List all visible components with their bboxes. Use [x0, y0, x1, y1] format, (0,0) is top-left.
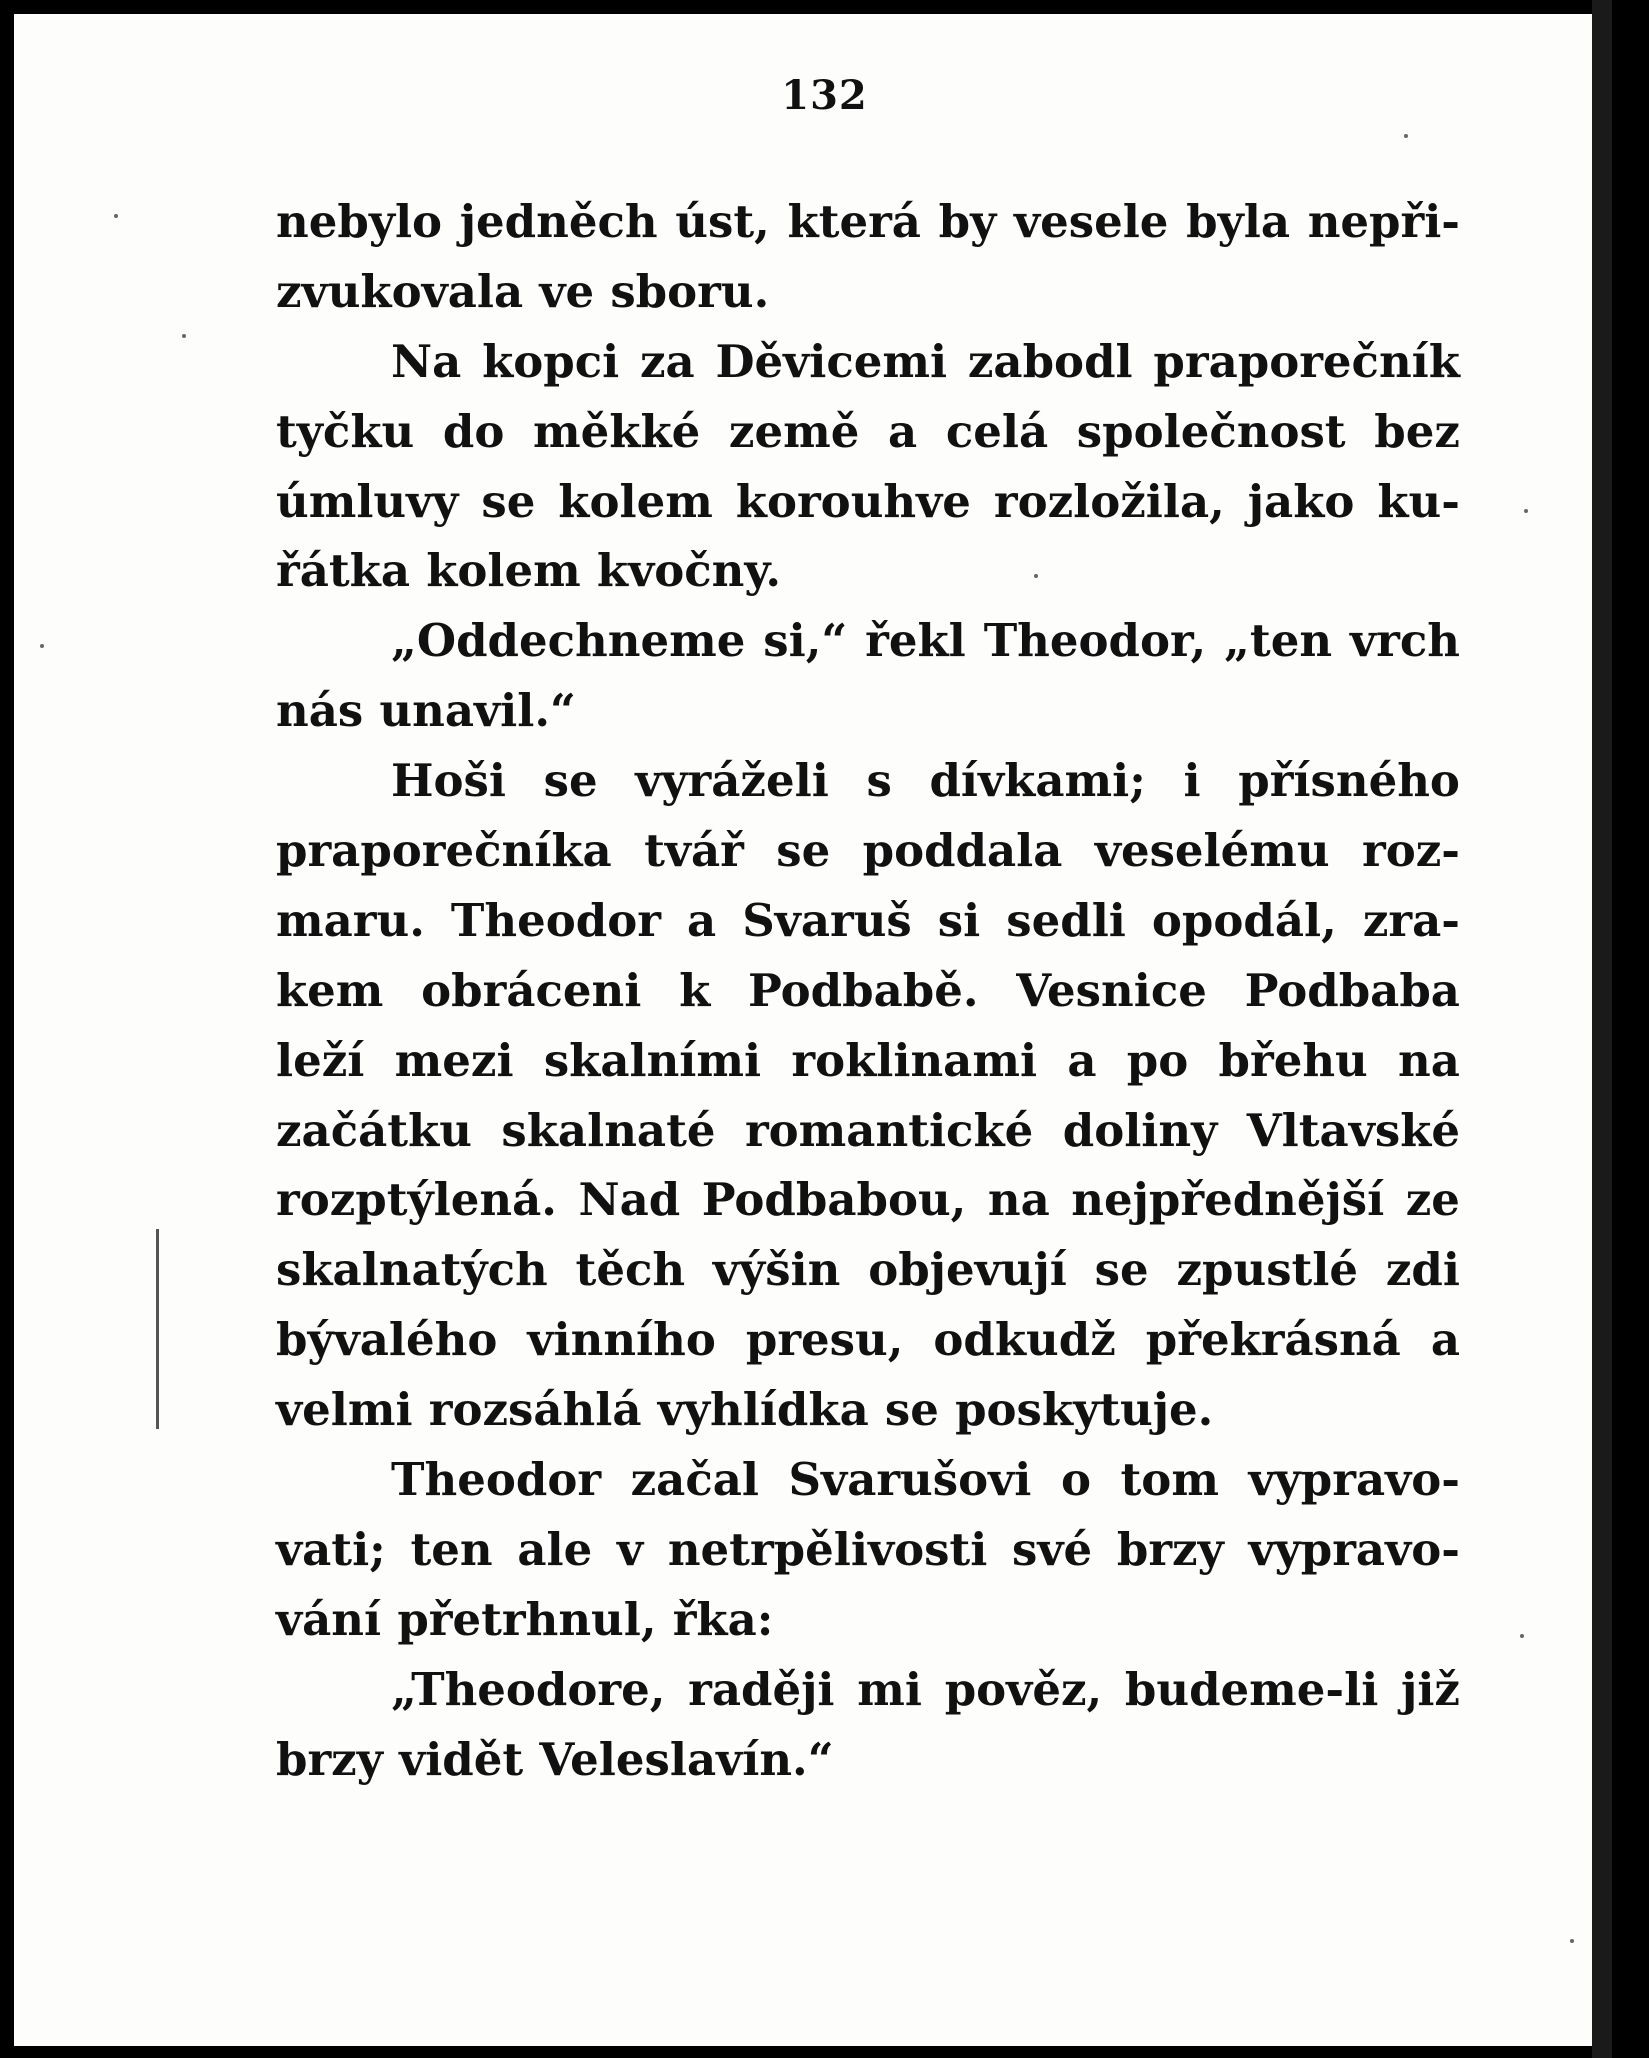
word: začátku	[276, 1103, 472, 1157]
word: která	[787, 195, 921, 248]
word: Hoši	[391, 754, 506, 808]
word: vinního	[527, 1313, 716, 1367]
word: zabodl	[967, 334, 1133, 388]
word: Děvicemi	[715, 334, 948, 388]
text-line	[276, 746, 1460, 816]
word: Svarušovi	[788, 1453, 1032, 1507]
word: tvář	[644, 824, 744, 878]
word: kolem	[558, 474, 713, 528]
word: tom	[1120, 1453, 1219, 1507]
word: své	[1012, 1522, 1093, 1576]
text-line	[276, 397, 1460, 467]
word: bývalého	[276, 1313, 498, 1367]
word: vati;	[276, 1522, 386, 1576]
word: vypravo-	[1248, 1522, 1460, 1576]
word: země	[728, 404, 860, 458]
paper-speck	[1404, 134, 1408, 138]
word: v	[616, 1522, 644, 1576]
word: vesele	[1013, 195, 1169, 248]
word: maru.	[276, 893, 425, 947]
word: s	[866, 754, 892, 808]
word: břehu	[1218, 1033, 1368, 1087]
word: přísného	[1238, 754, 1460, 808]
word: Vesnice	[1016, 963, 1207, 1017]
word: roz-	[1362, 824, 1460, 878]
word: kolem	[426, 544, 581, 598]
paper-speck	[114, 214, 118, 218]
word: na	[1398, 1033, 1460, 1087]
paper-speck	[40, 644, 44, 648]
text-line	[276, 1585, 1460, 1655]
word: a	[686, 893, 717, 947]
word: unavil.“	[379, 684, 576, 738]
word: odkudž	[933, 1313, 1116, 1367]
word: dívkami;	[929, 754, 1146, 808]
word: byla	[1186, 195, 1290, 248]
word: rozptýlená.	[276, 1173, 557, 1227]
word: zra-	[1362, 893, 1460, 947]
text-line	[276, 606, 1460, 676]
word: Podbaba	[1244, 963, 1460, 1017]
word: i	[1183, 754, 1201, 808]
word: k	[679, 963, 711, 1017]
word: úmluvy	[276, 474, 459, 528]
text-line	[276, 1305, 1460, 1375]
word: nepři-	[1307, 195, 1460, 248]
word: netrpělivosti	[667, 1522, 988, 1576]
word: skalními	[543, 1033, 762, 1087]
word: měkké	[533, 404, 701, 458]
word: zvukovala	[276, 264, 524, 318]
text-line	[276, 327, 1460, 397]
word: ale	[517, 1522, 593, 1576]
word: Veleslavín.“	[539, 1732, 834, 1786]
text-line	[276, 536, 1460, 606]
word: zpustlé	[1176, 1243, 1359, 1297]
word: skalnatých	[276, 1243, 548, 1297]
word: Theodor	[450, 893, 661, 947]
page-edge-shadow	[1592, 0, 1612, 2058]
word: jako	[1247, 474, 1355, 528]
word: kvočny.	[596, 544, 782, 598]
word: mi	[857, 1662, 922, 1716]
word: poskytuje.	[955, 1383, 1214, 1437]
word: opodál,	[1151, 893, 1337, 947]
word: „ten	[1224, 614, 1333, 668]
word: se	[776, 824, 831, 878]
word: výšin	[712, 1243, 841, 1297]
word: roklinami	[791, 1033, 1038, 1087]
word: těch	[575, 1243, 686, 1297]
word: zdi	[1385, 1243, 1460, 1297]
word: doliny	[1062, 1103, 1218, 1157]
word: vrch	[1349, 614, 1460, 668]
word: nejpřednější	[1071, 1173, 1385, 1227]
word: leží	[276, 1033, 365, 1087]
word: skalnaté	[501, 1103, 716, 1157]
word: Na	[391, 334, 462, 388]
word: řekl	[865, 614, 966, 668]
text-line	[276, 1655, 1460, 1725]
paper-speck	[1570, 1939, 1574, 1943]
word: sboru.	[610, 264, 770, 318]
margin-mark	[156, 1229, 159, 1429]
word: kem	[276, 963, 384, 1017]
word: Nad	[578, 1173, 681, 1227]
word: jedněch	[459, 195, 658, 248]
word: presu,	[745, 1313, 904, 1367]
word: vypravo-	[1248, 1453, 1460, 1507]
word: a	[1430, 1313, 1460, 1367]
text-line	[276, 467, 1460, 537]
word: řka:	[672, 1592, 774, 1646]
word: poddala	[862, 824, 1063, 878]
word: se	[481, 474, 536, 528]
word: překrásná	[1145, 1313, 1401, 1367]
word: romantické	[744, 1103, 1034, 1157]
word: praporečníka	[276, 824, 612, 878]
word: velmi	[276, 1383, 413, 1437]
word: pověz,	[944, 1662, 1103, 1716]
word: praporečník	[1153, 334, 1460, 388]
word: se	[543, 754, 598, 808]
word: tyčku	[276, 404, 415, 458]
word: na	[987, 1173, 1050, 1227]
word: brzy	[1116, 1522, 1224, 1576]
paper-speck	[1520, 1634, 1524, 1638]
word: vidět	[399, 1732, 524, 1786]
text-line	[276, 257, 1460, 327]
word: vání	[276, 1592, 382, 1646]
word: Podbabě.	[748, 963, 979, 1017]
text-line	[276, 1515, 1460, 1585]
word: korouhve	[735, 474, 971, 528]
word: bez	[1374, 404, 1460, 458]
word: celá	[945, 404, 1049, 458]
text-line	[276, 1375, 1460, 1445]
word: mezi	[394, 1033, 514, 1087]
word: „Theodore,	[391, 1662, 666, 1716]
text-line	[276, 1026, 1460, 1096]
body-text	[276, 187, 1460, 1794]
word: raději	[688, 1662, 835, 1716]
word: brzy	[276, 1732, 383, 1786]
word: za	[639, 334, 695, 388]
word: po	[1126, 1033, 1189, 1087]
text-line	[276, 676, 1460, 746]
word: obráceni	[421, 963, 642, 1017]
text-line	[276, 956, 1460, 1026]
text-line	[276, 1235, 1460, 1305]
word: ve	[539, 264, 595, 318]
word: „Oddechneme	[391, 614, 746, 668]
word: do	[442, 404, 505, 458]
word: Vltavské	[1246, 1103, 1460, 1157]
word: přetrhnul,	[397, 1592, 657, 1646]
word: úst,	[675, 195, 770, 248]
word: Theodor	[391, 1453, 602, 1507]
word: nebylo	[276, 195, 443, 248]
word: společnost	[1076, 404, 1346, 458]
word: objevují	[868, 1243, 1067, 1297]
word: budeme-li	[1124, 1662, 1379, 1716]
word: ku-	[1377, 474, 1460, 528]
text-line	[276, 1096, 1460, 1166]
word: si,“	[763, 614, 848, 668]
word: a	[1067, 1033, 1097, 1087]
word: rozložila,	[993, 474, 1225, 528]
word: řátka	[276, 544, 410, 598]
word: rozsáhlá	[428, 1383, 642, 1437]
word: vyráželi	[635, 754, 829, 808]
word: o	[1060, 1453, 1091, 1507]
word: kopci	[482, 334, 620, 388]
word: Svaruš	[742, 893, 912, 947]
word: vyhlídka	[657, 1383, 869, 1437]
text-line	[276, 1445, 1460, 1515]
text-line	[276, 816, 1460, 886]
page-number: 132	[781, 72, 868, 119]
word: Podbabou,	[701, 1173, 967, 1227]
word: a	[888, 404, 918, 458]
word: si	[937, 893, 981, 947]
word: nás	[276, 684, 364, 738]
paper-speck	[1524, 509, 1528, 513]
word: již	[1401, 1662, 1460, 1716]
text-line	[276, 1165, 1460, 1235]
word: ten	[410, 1522, 493, 1576]
word: Theodor,	[983, 614, 1207, 668]
word: by	[938, 195, 997, 248]
text-line	[276, 1725, 1460, 1795]
word: ze	[1405, 1173, 1460, 1227]
word: začal	[630, 1453, 759, 1507]
paper-speck	[182, 334, 186, 338]
word: veselému	[1094, 824, 1330, 878]
word: se	[1094, 1243, 1149, 1297]
word: sedli	[1006, 893, 1126, 947]
text-line	[276, 886, 1460, 956]
word: se	[884, 1383, 939, 1437]
text-line	[276, 187, 1460, 257]
